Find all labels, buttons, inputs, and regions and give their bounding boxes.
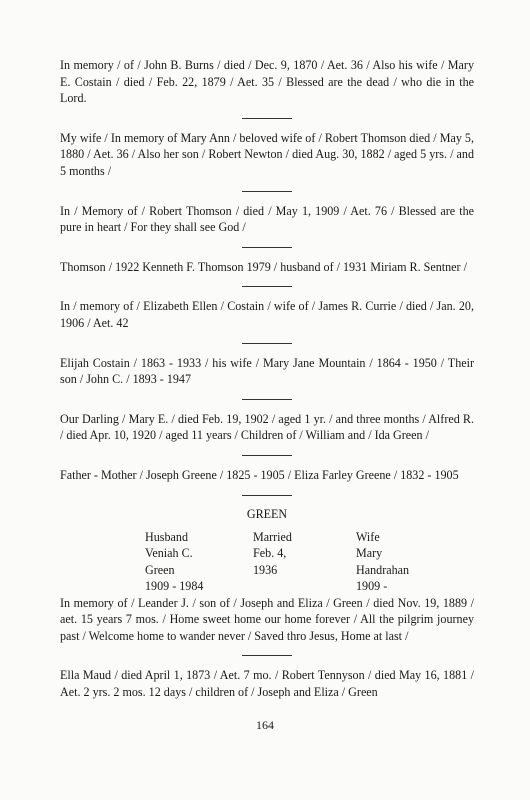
married-line: Married xyxy=(253,529,292,544)
inscription-entry: In / Memory of / Robert Thomson / died / May 1, 1909 / Aet. 76 / Blessed are the pure in heart / For they shall see God / xyxy=(60,203,474,235)
page-content xyxy=(60,57,474,700)
husband-line: Husband xyxy=(145,529,188,544)
wife-line: Mary xyxy=(356,546,383,560)
separator-rule xyxy=(242,118,292,119)
separator-rule xyxy=(242,286,292,287)
page-number: 164 xyxy=(256,718,274,732)
green-stone-inscription xyxy=(60,506,474,593)
inscription-entry: In / memory of / Elizabeth Ellen / Costain / wife of / James R. Currie / died / Jan. 20, 1906 / Aet. 42 xyxy=(60,299,474,330)
separator-rule xyxy=(242,343,292,344)
married-line: 1936 xyxy=(253,562,278,577)
husband-line: Green xyxy=(145,562,175,577)
inscription-entry: In memory / of / John B. Burns / died / Dec. 9, 1870 / Aet. 36 / Also his wife / Mary E. Costain / died / Feb. 22, 1879 / Aet. 35 / Blessed are the dead / who die in the Lord. xyxy=(60,58,474,106)
separator-rule xyxy=(242,399,292,400)
green-stone-wife-column xyxy=(356,529,409,595)
wife-line: Handrahan xyxy=(356,562,410,577)
wife-line: 1909 - xyxy=(356,579,388,593)
green-stone-husband-column xyxy=(145,529,203,595)
green-stone-married-column xyxy=(253,529,292,579)
inscription-entry: Thomson / 1922 Kenneth F. Thomson 1979 / husband of / 1931 Miriam R. Sentner / xyxy=(60,259,467,274)
inscription-entry: Elijah Costain / 1863 - 1933 / his wife / Mary Jane Mountain / 1864 - 1950 / Their son / John C. / 1893 - 1947 xyxy=(60,355,474,387)
married-line: Feb. 4, xyxy=(253,546,287,560)
green-stone-title: GREEN xyxy=(246,506,288,521)
husband-line: 1909 - 1984 xyxy=(145,579,204,593)
wife-line: Wife xyxy=(356,529,380,544)
separator-rule xyxy=(242,655,292,656)
separator-rule xyxy=(242,495,292,496)
inscription-entry: Our Darling / Mary E. / died Feb. 19, 1902 / aged 1 yr. / and three months / Alfred R. / died Apr. 10, 1920 / aged 11 years / Children of / William and / Ida Green / xyxy=(60,411,474,443)
separator-rule xyxy=(242,455,292,456)
inscription-entry: In memory of / Leander J. / son of / Joseph and Eliza / Green / died Nov. 19, 1889 / aet. 15 years 7 mos. / Home sweet home our home forever / All the pilgrim journey past / Welcome home to wander never / Saved thro Jesus, Home at last / xyxy=(60,595,474,643)
inscription-entry: My wife / In memory of Mary Ann / beloved wife of / Robert Thomson died / May 5, 1880 / Aet. 36 / Also her son / Robert Newton / died Aug. 30, 1882 / aged 5 yrs. / and 5 months / xyxy=(60,130,474,178)
husband-line: Veniah C. xyxy=(145,546,193,560)
inscription-entry: Ella Maud / died April 1, 1873 / Aet. 7 mo. / Robert Tennyson / died May 16, 1881 / Aet. 2 yrs. 2 mos. 12 days / children of / Joseph and Eliza / Green xyxy=(60,668,474,699)
separator-rule xyxy=(242,191,292,192)
separator-rule xyxy=(242,247,292,248)
inscription-entry: Father - Mother / Joseph Greene / 1825 - 1905 / Eliza Farley Greene / 1832 - 1905 xyxy=(60,467,459,482)
